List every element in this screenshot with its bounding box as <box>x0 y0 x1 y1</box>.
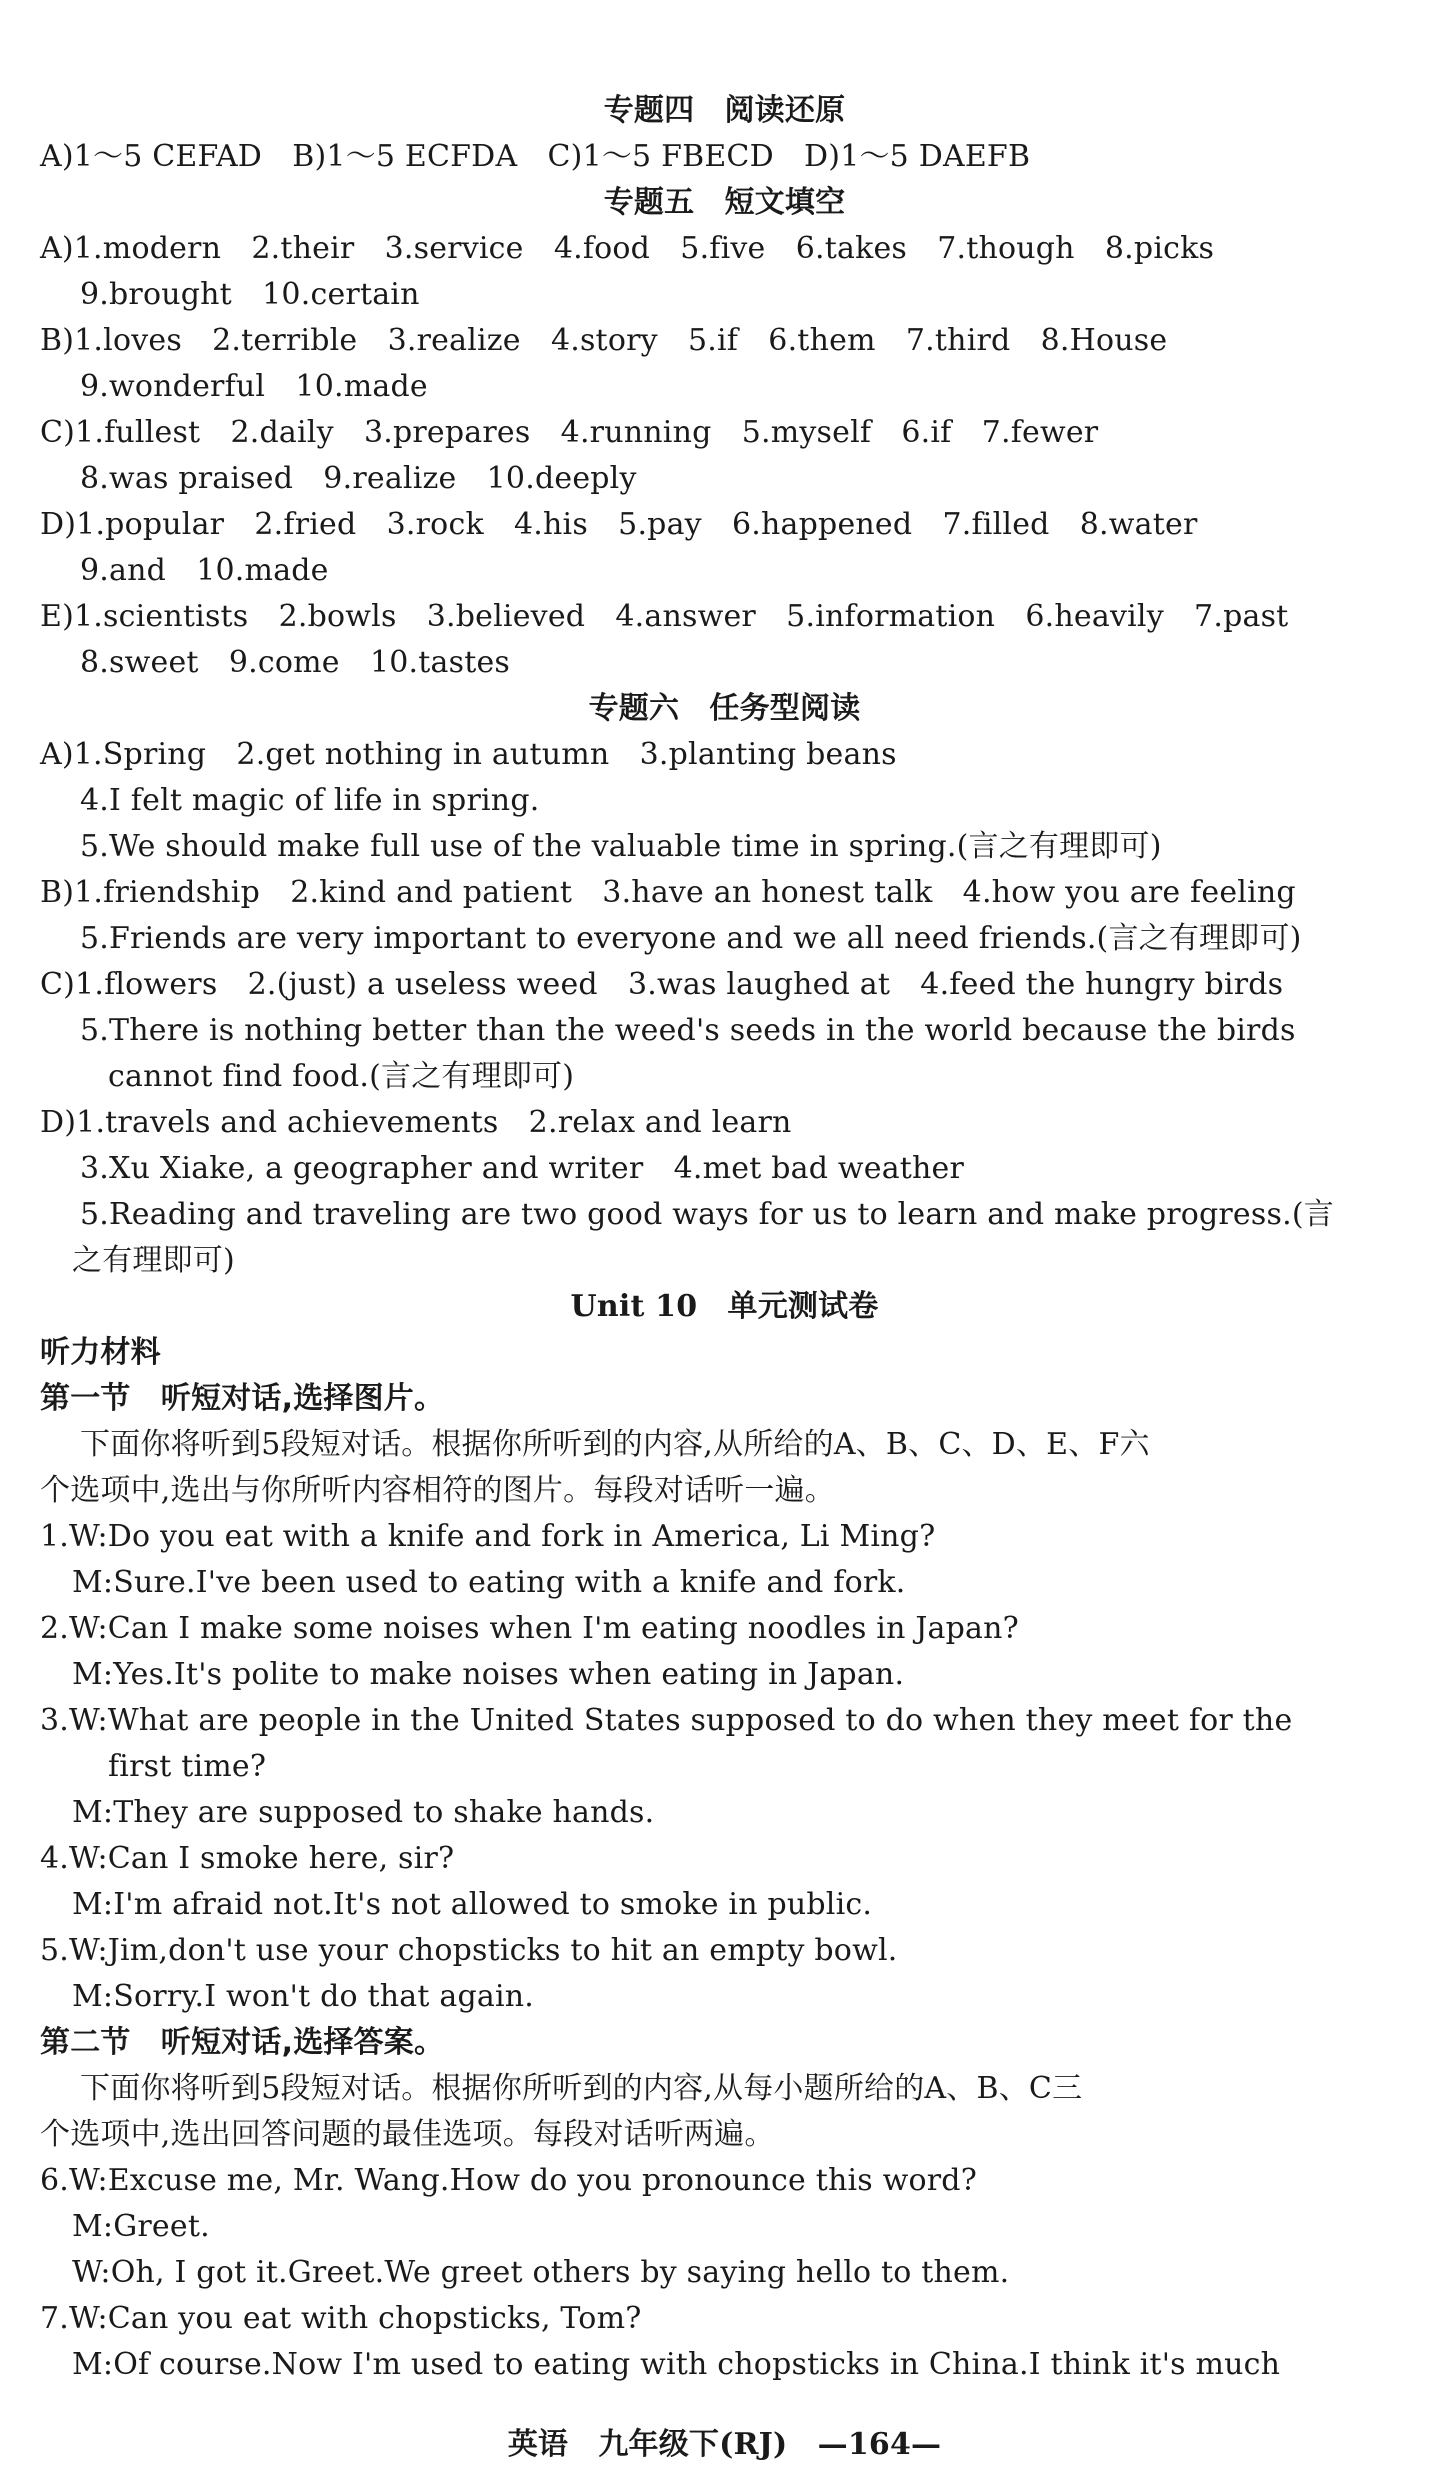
part-1-intro-line1: 下面你将听到5段短对话。根据你所听到的内容,从所给的A、B、C、D、E、F六 <box>80 1427 1150 1462</box>
section-5-b-line2: 9.wonderful 10.made <box>80 369 428 404</box>
section-5-title: 专题五 短文填空 <box>603 185 846 220</box>
dialogue-5-m: M:Sorry.I won't do that again. <box>72 1979 534 2014</box>
dialogue-5-w: 5.W:Jim,don't use your chopsticks to hit an empty bowl. <box>40 1933 898 1968</box>
section-6-title: 专题六 任务型阅读 <box>588 691 861 726</box>
section-5-a-line2: 9.brought 10.certain <box>80 277 420 312</box>
dialogue-7-m: M:Of course.Now I'm used to eating with chopsticks in China.I think it's much <box>72 2347 1281 2382</box>
section-6-a-line3: 5.We should make full use of the valuable time in spring.(言之有理即可) <box>80 829 1162 864</box>
section-4-answers: A)1～5 CEFAD B)1～5 ECFDA C)1～5 FBECD D)1～5 DAEFB <box>40 139 1031 174</box>
section-6-c-line1: C)1.flowers 2.(just) a useless weed 3.was laughed at 4.feed the hungry birds <box>40 967 1284 1002</box>
section-5-b-line1: B)1.loves 2.terrible 3.realize 4.story 5.if 6.them 7.third 8.House <box>40 323 1168 358</box>
section-6-c-line2: 5.There is nothing better than the weed's seeds in the world because the birds <box>80 1013 1296 1048</box>
page-footer: 英语 九年级下(RJ) —164— <box>507 2427 942 2462</box>
section-6-d-line1: D)1.travels and achievements 2.relax and learn <box>40 1105 792 1140</box>
dialogue-4-m: M:I'm afraid not.It's not allowed to smoke in public. <box>72 1887 873 1922</box>
section-6-a-line1: A)1.Spring 2.get nothing in autumn 3.planting beans <box>40 737 897 772</box>
section-6-c-line3: cannot find food.(言之有理即可) <box>108 1059 575 1094</box>
dialogue-2-m: M:Yes.It's polite to make noises when eating in Japan. <box>72 1657 905 1692</box>
dialogue-6-w: 6.W:Excuse me, Mr. Wang.How do you pronounce this word? <box>40 2163 977 2198</box>
dialogue-4-w: 4.W:Can I smoke here, sir? <box>40 1841 455 1876</box>
part-1-intro-line2: 个选项中,选出与你所听内容相符的图片。每段对话听一遍。 <box>40 1473 835 1508</box>
dialogue-7-w: 7.W:Can you eat with chopsticks, Tom? <box>40 2301 642 2336</box>
part-2-intro-line2: 个选项中,选出回答问题的最佳选项。每段对话听两遍。 <box>40 2117 775 2152</box>
dialogue-3-w-cont: first time? <box>108 1749 267 1784</box>
section-5-d-line2: 9.and 10.made <box>80 553 329 588</box>
dialogue-3-m: M:They are supposed to shake hands. <box>72 1795 655 1830</box>
dialogue-6-w2: W:Oh, I got it.Greet.We greet others by saying hello to them. <box>72 2255 1010 2290</box>
part-2-intro-line1: 下面你将听到5段短对话。根据你所听到的内容,从每小题所给的A、B、C三 <box>80 2071 1083 2106</box>
section-6-d-line3: 5.Reading and traveling are two good ways for us to learn and make progress.(言 <box>80 1197 1334 1232</box>
section-5-c-line1: C)1.fullest 2.daily 3.prepares 4.running 5.myself 6.if 7.fewer <box>40 415 1099 450</box>
section-5-c-line2: 8.was praised 9.realize 10.deeply <box>80 461 637 496</box>
listening-heading: 听力材料 <box>40 1335 161 1370</box>
section-6-d-line2: 3.Xu Xiake, a geographer and writer 4.met bad weather <box>80 1151 965 1186</box>
part-2-title: 第二节 听短对话,选择答案。 <box>40 2025 445 2060</box>
dialogue-3-w: 3.W:What are people in the United States supposed to do when they meet for the <box>40 1703 1293 1738</box>
dialogue-6-m: M:Greet. <box>72 2209 210 2244</box>
section-6-b-line2: 5.Friends are very important to everyone and we all need friends.(言之有理即可) <box>80 921 1302 956</box>
section-5-e-line1: E)1.scientists 2.bowls 3.believed 4.answer 5.information 6.heavily 7.past <box>40 599 1289 634</box>
section-6-a-line2: 4.I felt magic of life in spring. <box>80 783 540 818</box>
section-6-b-line1: B)1.friendship 2.kind and patient 3.have an honest talk 4.how you are feeling <box>40 875 1296 910</box>
section-5-d-line1: D)1.popular 2.fried 3.rock 4.his 5.pay 6.happened 7.filled 8.water <box>40 507 1198 542</box>
part-1-title: 第一节 听短对话,选择图片。 <box>40 1381 445 1416</box>
section-6-d-line4: 之有理即可) <box>72 1243 235 1278</box>
section-4-title: 专题四 阅读还原 <box>603 93 846 128</box>
dialogue-1-w: 1.W:Do you eat with a knife and fork in America, Li Ming? <box>40 1519 936 1554</box>
section-5-a-line1: A)1.modern 2.their 3.service 4.food 5.five 6.takes 7.though 8.picks <box>40 231 1215 266</box>
unit-title: Unit 10 单元测试卷 <box>570 1289 879 1324</box>
dialogue-2-w: 2.W:Can I make some noises when I'm eating noodles in Japan? <box>40 1611 1019 1646</box>
dialogue-1-m: M:Sure.I've been used to eating with a knife and fork. <box>72 1565 906 1600</box>
section-5-e-line2: 8.sweet 9.come 10.tastes <box>80 645 511 680</box>
